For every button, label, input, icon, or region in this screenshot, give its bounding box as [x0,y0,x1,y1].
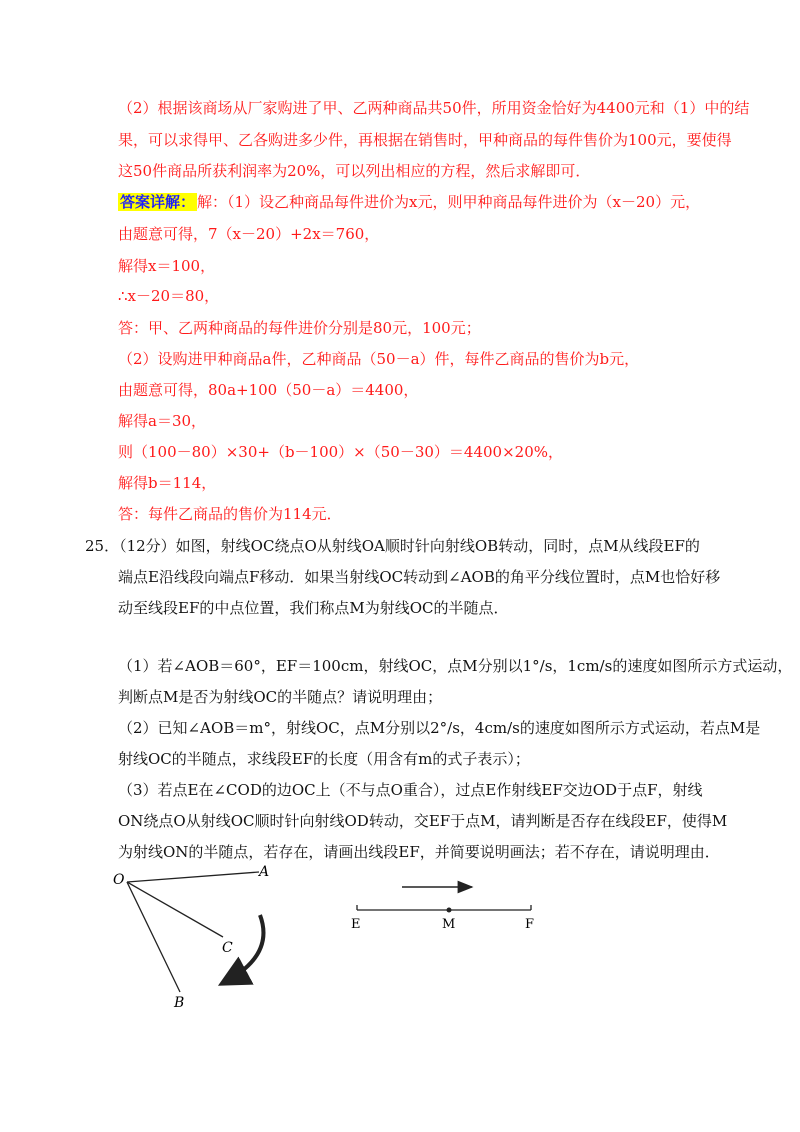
answer-label: 答案详解： [120,193,196,211]
answer-line: 答：每件乙商品的售价为114元． [118,505,342,523]
solution-line: 这50件商品所获利润率为20%，可以列出相应的方程，然后求解即可． [118,162,591,180]
problem-intro-line: 动至线段EF的中点位置，我们称点M为射线OC的半随点． [118,599,509,617]
solution-line: 果，可以求得甲、乙各购进多少件，再根据在销售时，甲种商品的每件售价为100元，要使得 [118,131,732,149]
ray-oc [127,882,223,937]
label-b: B [174,995,185,1011]
answer-first-line [118,192,700,212]
angle-figure [105,855,285,1015]
answer-line: 答：甲、乙两种商品的每件进价分别是80元，100元； [118,319,481,337]
label-e: E [351,917,361,932]
answer-line: 解得b＝114， [118,474,217,492]
problem-intro-line: 25．（12分）如图，射线OC绕点O从射线OA顺时针向射线OB转动，同时，点M从线段EF的 [85,537,700,555]
answer-line: （2）设购进甲种商品a件，乙种商品（50－a）件，每件乙商品的售价为b元， [118,350,640,368]
question-line: （3）若点E在∠COD的边OC上（不与点O重合），过点E作射线EF交边OD于点F，射线 [118,781,703,799]
question-line: 射线OC的半随点，求线段EF的长度（用含有m的式子表示）； [118,750,530,768]
label-a: A [259,864,270,880]
answer-line: 则（100－80）×30+（b－100）×（50－30）＝4400×20%， [118,443,563,461]
answer-line: 解得a＝30， [118,412,207,430]
point-m [447,908,452,913]
ray-ob [127,882,180,992]
answer-line: 解得x＝100， [118,257,216,275]
answer-line: 由题意可得，80a+100（50－a）＝4400， [118,381,419,399]
label-m: M [442,917,456,932]
label-f: F [525,917,535,932]
answer-line: 由题意可得，7（x－20）+2x＝760， [118,225,380,243]
answer-line: 解：（1）设乙种商品每件进价为x元，则甲种商品每件进价为（x－20）元， [197,193,701,211]
solution-line: （2）根据该商场从厂家购进了甲、乙两种商品共50件，所用资金恰好为4400元和（1）中的结 [118,99,750,117]
ray-oa [127,872,259,882]
question-line: 判断点M是否为射线OC的半随点？请说明理由； [118,688,443,706]
question-line: （2）已知∠AOB＝m°，射线OC，点M分别以2°/s，4cm/s的速度如图所示方式运动，若点M是 [118,719,761,737]
problem-intro-line: 端点E沿线段向端点F移动．如果当射线OC转动到∠AOB的角平分线位置时，点M也恰好移 [118,568,721,586]
question-line: ON绕点O从射线OC顺时针向射线OD转动，交EF于点M，请判断是否存在线段EF，使得M [118,812,728,830]
question-line: （1）若∠AOB＝60°，EF＝100cm，射线OC，点M分别以1°/s，1cm/s的速度如图所示方式运动， [118,657,793,675]
label-o: O [113,872,125,888]
question-line: 为射线ON的半随点，若存在，请画出线段EF，并简要说明画法；若不存在，请说明理由． [118,843,720,861]
label-c: C [222,940,233,956]
answer-line: ∴x－20＝80， [118,287,220,305]
segment-figure [345,875,555,935]
